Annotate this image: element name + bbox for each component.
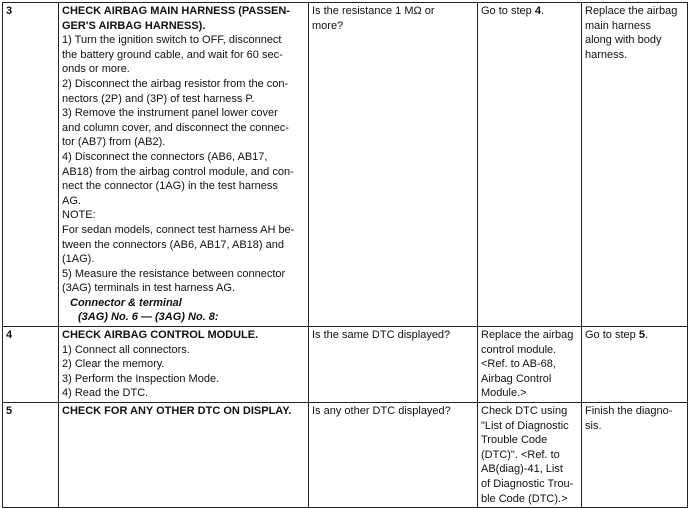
step-procedure (59, 3, 309, 327)
step-procedure (59, 403, 309, 508)
procedure-item: 1) Turn the ignition switch to OFF, disconnect the battery ground cable, and wait for 60 sec- onds or more. (62, 34, 283, 76)
procedure-item: 1) Connect all connectors. (62, 343, 190, 356)
step-number: 4 (3, 327, 59, 403)
table-row (3, 403, 688, 508)
step-title-cont: GER'S AIRBAG HARNESS). (62, 19, 206, 32)
yes-cell: Check DTC using "List of Diagnostic Trouble Code (DTC)". <Ref. to AB(diag)-41, List of Diagnostic Trou- ble Code (DTC).> (478, 403, 582, 508)
yes-cell: Go to step 4. (478, 3, 582, 327)
connector-terminal-value: (3AG) No. 6 — (3AG) No. 8: (78, 311, 219, 324)
step-title: CHECK AIRBAG CONTROL MODULE. (62, 329, 259, 342)
procedure-item: 2) Clear the memory. (62, 358, 165, 371)
step-number: 5 (3, 403, 59, 508)
table-row (3, 327, 688, 403)
step-title: CHECK AIRBAG MAIN HARNESS (PASSEN- (62, 5, 290, 17)
procedure-item: 4) Read the DTC. (62, 387, 149, 400)
note-label: NOTE: (62, 209, 96, 222)
no-cell: Go to step 5. (582, 327, 688, 403)
procedure-item: 3) Perform the Inspection Mode. (62, 372, 220, 385)
note-text: For sedan models, connect test harness AH be- tween the connectors (AB6, AB17, AB18) and (1AG). (62, 223, 295, 266)
check-cell: Is the resistance 1 MΩ or more? (309, 3, 478, 327)
procedure-item: 3) Remove the instrument panel lower cover and column cover, and disconnect the connec- tor (AB7) from (AB2). (62, 107, 289, 149)
yes-cell: Replace the airbag control module. <Ref. to AB-68, Airbag Control Module.> (478, 327, 582, 403)
check-cell: Is the same DTC displayed? (309, 327, 478, 403)
no-cell: Replace the airbag main harness along with body harness. (582, 3, 688, 327)
procedure-item: 5) Measure the resistance between connector (3AG) terminals in test harness AG. (62, 267, 286, 295)
table-row (3, 3, 688, 327)
check-cell: Is any other DTC displayed? (309, 403, 478, 508)
step-number: 3 (3, 3, 59, 327)
step-procedure (59, 327, 309, 403)
no-cell: Finish the diagno- sis. (582, 403, 688, 508)
procedure-item: 2) Disconnect the airbag resistor from the con- nectors (2P) and (3P) of test harness P. (62, 77, 289, 105)
procedure-item: 4) Disconnect the connectors (AB6, AB17, AB18) from the airbag control module, and con- nect the connector (1AG) in the test harness AG. (62, 150, 294, 207)
diagnostic-table (2, 2, 688, 508)
connector-terminal-title: Connector & terminal (70, 296, 182, 309)
step-title: CHECK FOR ANY OTHER DTC ON DISPLAY. (62, 405, 292, 418)
